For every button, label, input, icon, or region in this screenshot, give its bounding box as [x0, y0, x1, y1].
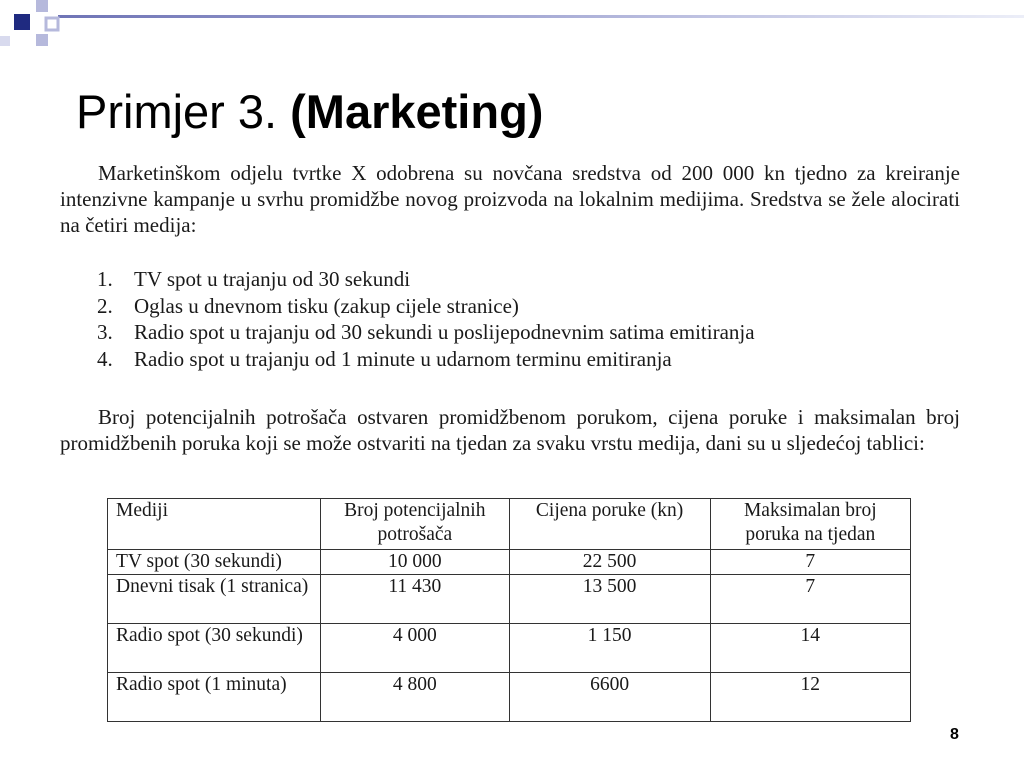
table-cell: Dnevni tisak (1 stranica): [108, 575, 321, 624]
table-header-cell: Mediji: [108, 499, 321, 550]
intro-paragraph: Marketinškom odjelu tvrtke X odobrena su novčana sredstva od 200 000 kn tjedno za kreiranje intenzivne kampanje u svrhu promidžbe novog proizvoda na lokalnim medijima. Sredstva se žele alocirati na četiri medija:: [60, 161, 960, 237]
table-cell: 4 800: [321, 673, 509, 722]
table-cell: 10 000: [321, 550, 509, 575]
table-row: [108, 575, 911, 624]
table-cell: 22 500: [509, 550, 710, 575]
media-list: [97, 266, 755, 372]
table-cell: 14: [710, 624, 910, 673]
table-cell: Radio spot (30 sekundi): [108, 624, 321, 673]
table-row: [108, 673, 911, 722]
table-row: [108, 624, 911, 673]
table-cell: 12: [710, 673, 910, 722]
table-cell: Radio spot (1 minuta): [108, 673, 321, 722]
table-cell: TV spot (30 sekundi): [108, 550, 321, 575]
table-cell: 4 000: [321, 624, 509, 673]
list-item: 2. Oglas u dnevnom tisku (zakup cijele stranice): [97, 293, 519, 318]
list-item: 3. Radio spot u trajanju od 30 sekundi u poslijepodnevnim satima emitiranja: [97, 320, 755, 344]
table-header-cell: Maksimalan broj poruka na tjedan: [710, 499, 910, 550]
table-cell: 6600: [509, 673, 710, 722]
table-cell: 7: [710, 575, 910, 624]
table-intro-paragraph: Broj potencijalnih potrošača ostvaren promidžbenom porukom, cijena poruke i maksimalan broj promidžbenih poruka koji se može ostvariti na tjedan za svaku vrstu medija, dani su u sljedećoj tablici:: [60, 405, 960, 455]
table-cell: 1 150: [509, 624, 710, 673]
list-item: 1. TV spot u trajanju od 30 sekundi: [97, 267, 411, 291]
page-number: 8: [950, 726, 959, 743]
table-cell: 13 500: [509, 575, 710, 624]
list-item: 4. Radio spot u trajanju od 1 minute u udarnom terminu emitiranja: [97, 346, 672, 371]
table-header-cell: Cijena poruke (kn): [509, 499, 710, 550]
corner-decoration: [0, 0, 1024, 60]
slide-title: Primjer 3. (Marketing): [76, 85, 544, 138]
table-cell: 11 430: [321, 575, 509, 624]
media-table: [107, 498, 911, 722]
table-row: [108, 550, 911, 575]
table-header-cell: Broj potencijalnih potrošača: [321, 499, 509, 550]
table-cell: 7: [710, 550, 910, 575]
